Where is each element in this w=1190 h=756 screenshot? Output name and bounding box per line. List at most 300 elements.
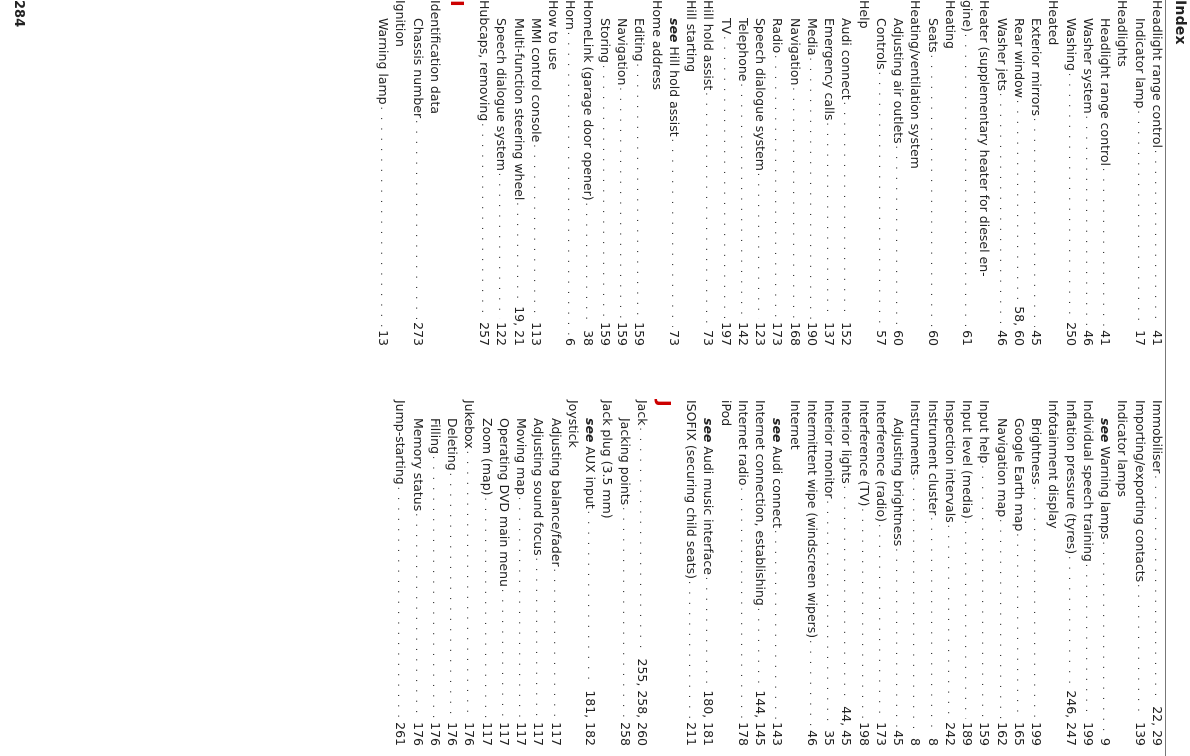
entry-text: Importing/exporting contacts	[1132, 400, 1148, 583]
index-entry	[631, 0, 648, 346]
entry-term	[907, 0, 924, 171]
section-letter-label: I	[446, 0, 467, 7]
dot-leader	[666, 139, 683, 327]
entry-term	[1097, 0, 1114, 168]
entry-term	[597, 0, 614, 65]
entry-page-ref[interactable]: 168	[787, 322, 803, 346]
entry-text: Operating DVD main menu	[497, 418, 512, 587]
entry-term	[580, 0, 597, 203]
index-entry	[375, 0, 392, 346]
index-entry	[511, 0, 528, 346]
dot-leader	[1097, 542, 1114, 736]
dot-leader	[856, 508, 873, 719]
index-entry	[410, 0, 427, 346]
dot-leader	[838, 486, 855, 703]
index-entry	[1011, 400, 1028, 746]
entry-text: TV	[718, 18, 734, 35]
entry-term	[410, 0, 427, 120]
entry-term	[634, 400, 651, 427]
dot-leader	[1011, 533, 1028, 719]
entry-term	[718, 400, 735, 428]
entry-term	[925, 400, 942, 517]
index-entry	[856, 0, 873, 346]
entry-term	[700, 400, 717, 577]
index-entry	[599, 400, 616, 746]
section-spacer	[468, 0, 476, 346]
entry-text: Seats	[925, 18, 941, 53]
entry-page-ref[interactable]: 13	[376, 330, 392, 346]
entry-term	[873, 0, 890, 72]
entry-text: Heating	[943, 0, 958, 49]
entry-text: Internet radio	[736, 400, 751, 486]
entry-page-ref[interactable]: 8	[925, 738, 941, 746]
index-entry	[735, 0, 752, 346]
dot-leader	[873, 524, 890, 719]
entry-page-ref[interactable]: 159	[977, 722, 993, 746]
entry-term	[1011, 400, 1028, 533]
entry-text: Jack plug (3.5 mm)	[600, 400, 616, 519]
entry-page-ref[interactable]: 117	[548, 722, 564, 746]
entry-term	[545, 0, 562, 72]
dot-leader	[873, 72, 890, 327]
entry-page-ref[interactable]: 46	[805, 730, 820, 746]
entry-term	[959, 400, 976, 521]
entry-term	[599, 400, 616, 521]
entry-text: Home address	[649, 0, 665, 90]
entry-page-ref[interactable]: 273	[410, 322, 426, 346]
index-entry	[410, 400, 427, 746]
entry-page-ref[interactable]: 180, 181	[701, 690, 717, 746]
entry-text: Jukebox	[462, 400, 478, 449]
entry-text: Headlight range control	[1098, 18, 1114, 167]
entry-page-ref[interactable]: 173	[770, 322, 786, 346]
entry-page-ref[interactable]: 190	[805, 322, 820, 346]
entry-page-ref[interactable]: 165	[1012, 722, 1027, 746]
entry-text: Adjusting air outlets	[891, 18, 907, 144]
entry-term	[496, 400, 513, 589]
entry-page-ref[interactable]: 246, 247	[1063, 690, 1079, 746]
dot-leader	[942, 525, 959, 719]
entry-page-ref[interactable]: 199	[1081, 722, 1096, 746]
index-entry	[565, 400, 582, 746]
entry-page-ref[interactable]: 46	[1081, 330, 1096, 346]
index-entry	[513, 400, 530, 746]
dot-leader	[634, 427, 651, 655]
index-entry	[907, 0, 924, 346]
entry-text: Interior lights	[839, 400, 855, 484]
entry-text: Input level (media)	[960, 400, 976, 519]
entry-text: Internet	[787, 400, 803, 450]
dot-leader	[959, 34, 976, 327]
entry-page-ref[interactable]: 250	[1063, 322, 1079, 346]
dot-leader	[461, 451, 478, 719]
index-entry	[873, 400, 890, 746]
entry-text: Horn	[563, 0, 579, 30]
entry-term	[942, 400, 959, 525]
entry-page-ref[interactable]: 159	[615, 322, 631, 346]
index-entry	[530, 400, 547, 746]
index-entry	[1028, 0, 1045, 346]
entry-page-ref[interactable]: 41	[1150, 330, 1165, 346]
entry-page-ref[interactable]: 143	[770, 722, 786, 746]
dot-leader	[1080, 116, 1097, 327]
entry-text: Inflation pressure (tyres)	[1063, 400, 1079, 555]
entry-page-ref[interactable]: 9	[1098, 738, 1114, 746]
index-entry	[994, 0, 1011, 346]
entry-page-ref[interactable]: 258	[617, 722, 633, 746]
entry-page-ref[interactable]: 139	[1132, 722, 1148, 746]
entry-term	[821, 400, 838, 500]
entry-term	[856, 0, 873, 31]
dot-leader	[476, 123, 493, 319]
index-entry	[752, 400, 769, 746]
entry-page-ref[interactable]: 60	[891, 330, 907, 346]
entry-term	[444, 400, 461, 473]
index-entry	[1114, 400, 1131, 746]
entry-page-ref[interactable]: 45	[1029, 330, 1045, 346]
index-entry	[582, 400, 599, 746]
entry-term	[787, 0, 804, 87]
entry-term	[873, 400, 890, 524]
entry-term	[1080, 0, 1097, 116]
entry-page-ref[interactable]: 176	[462, 722, 478, 746]
entry-page-ref[interactable]: 57	[874, 330, 889, 346]
entry-text: Speech dialogue system	[494, 18, 510, 171]
dot-leader	[493, 173, 510, 319]
index-entry	[1045, 400, 1062, 746]
entry-text: Hill hold assist	[701, 0, 717, 91]
entry-text: Warning lamp	[376, 18, 392, 105]
entry-text: Instruments	[908, 400, 924, 476]
dot-leader	[907, 477, 924, 735]
entry-text: HomeLink (garage door opener)	[580, 0, 596, 201]
index-entry	[548, 400, 565, 746]
entry-text: Washer jets	[994, 18, 1010, 92]
index-entry	[976, 400, 993, 746]
entry-term	[1063, 400, 1080, 556]
dot-leader	[513, 497, 530, 719]
entry-term	[1114, 400, 1131, 499]
index-entry	[959, 400, 976, 746]
entry-text: Heating/ventilation system	[908, 0, 924, 169]
entry-text: Editing	[632, 18, 648, 62]
entry-term	[614, 0, 631, 87]
index-entry	[856, 400, 873, 746]
entry-page-ref[interactable]: 142	[736, 322, 751, 346]
entry-text: gine)	[960, 0, 976, 32]
entry-term	[1028, 400, 1045, 487]
index-entry	[1132, 0, 1149, 346]
entry-page-ref[interactable]: 197	[718, 322, 734, 346]
entry-page-ref[interactable]: 35	[822, 730, 838, 746]
dot-leader	[1149, 475, 1166, 703]
dot-leader	[735, 83, 752, 319]
see-reference: see	[583, 418, 599, 443]
page-title: Index	[1172, 0, 1188, 45]
index-entry	[700, 400, 717, 746]
entry-text: Hill hold assist	[667, 42, 682, 137]
dot-leader	[752, 173, 769, 319]
entry-text: Emergency calls	[822, 18, 838, 121]
entry-term	[631, 0, 648, 64]
entry-text: Immobiliser	[1150, 400, 1165, 474]
entry-term	[804, 400, 821, 640]
entry-text: Multi-function steering wheel	[511, 18, 527, 201]
entry-term	[976, 0, 993, 279]
entry-term	[856, 400, 873, 508]
entry-term	[804, 0, 821, 58]
entry-text: Washing	[1063, 18, 1079, 71]
index-entry	[683, 0, 700, 346]
dot-leader	[718, 36, 735, 319]
dot-leader	[1132, 584, 1149, 719]
entry-text: Adjusting sound focus	[531, 418, 547, 556]
entry-term	[994, 400, 1011, 519]
entry-text: Moving map	[514, 418, 530, 495]
index-column-left	[375, 0, 1166, 346]
section-letter	[444, 0, 468, 346]
index-entry	[528, 0, 545, 346]
entry-page-ref[interactable]: 46	[994, 330, 1010, 346]
entry-page-ref[interactable]: 198	[856, 722, 872, 746]
entry-term	[700, 0, 717, 92]
entry-page-ref[interactable]: 255, 258, 260	[635, 658, 650, 746]
dot-leader	[752, 608, 769, 687]
entry-text: Audi connect	[839, 18, 855, 100]
entry-term	[427, 400, 444, 456]
index-entry	[1149, 400, 1166, 746]
entry-page-ref[interactable]: 159	[632, 322, 648, 346]
index-entry	[821, 400, 838, 746]
entry-text: Headlights	[1115, 0, 1131, 67]
entry-term	[1080, 400, 1097, 564]
entry-page-ref[interactable]: 152	[839, 322, 855, 346]
entry-page-ref[interactable]: 117	[479, 722, 495, 746]
dot-leader	[994, 93, 1011, 327]
entry-page-ref[interactable]: 60	[925, 330, 941, 346]
index-entry	[617, 400, 634, 746]
entry-text: Interference (radio)	[874, 400, 889, 523]
index-entry	[787, 0, 804, 346]
index-entry	[735, 400, 752, 746]
index-entry	[614, 0, 631, 346]
dot-leader	[479, 498, 496, 720]
index-entry	[666, 0, 683, 346]
entry-term	[1045, 0, 1062, 47]
entry-term	[683, 0, 700, 74]
entry-term	[821, 0, 838, 122]
entry-term	[838, 400, 855, 486]
entry-page-ref[interactable]: 123	[753, 322, 769, 346]
entry-term	[479, 400, 496, 498]
entry-term	[617, 400, 634, 507]
entry-page-ref[interactable]: 122	[494, 322, 510, 346]
entry-text: Input help	[977, 400, 993, 464]
entry-term	[1132, 0, 1149, 110]
entry-term	[513, 400, 530, 497]
entry-term	[1028, 0, 1045, 118]
entry-term	[890, 0, 907, 146]
entry-page-ref[interactable]: 38	[580, 330, 596, 346]
dot-leader	[530, 558, 547, 719]
entry-page-ref[interactable]: 211	[684, 722, 700, 746]
entry-text: Indicator lamps	[1115, 400, 1131, 497]
entry-term	[752, 400, 769, 608]
entry-page-ref[interactable]: 159	[598, 322, 613, 346]
index-entry	[597, 0, 614, 346]
index-entry	[752, 0, 769, 346]
dot-leader	[375, 107, 392, 327]
entry-term	[427, 0, 444, 116]
index-entry	[1149, 0, 1166, 346]
entry-page-ref[interactable]: 189	[960, 722, 976, 746]
entry-page-ref[interactable]: 17	[1132, 330, 1148, 346]
index-entry	[562, 0, 579, 346]
entry-page-ref[interactable]: 176	[410, 722, 426, 746]
dot-leader	[528, 144, 545, 319]
entry-text: Heater (supplementary heater for diesel en-	[977, 0, 993, 277]
entry-text: Indicator lamp	[1132, 18, 1148, 109]
dot-leader	[582, 511, 599, 688]
index-entry	[890, 0, 907, 346]
entry-text: Radio	[770, 18, 786, 54]
entry-page-ref[interactable]: 73	[701, 330, 717, 346]
see-reference: see	[770, 418, 786, 443]
see-reference: see	[701, 418, 717, 443]
entry-text: Help	[856, 0, 872, 29]
entry-page-ref[interactable]: 117	[497, 722, 512, 746]
entry-page-ref[interactable]: 73	[667, 330, 682, 346]
index-entry	[392, 400, 409, 746]
entry-page-ref[interactable]: 176	[445, 722, 461, 746]
entry-page-ref[interactable]: 117	[514, 722, 530, 746]
index-entry	[427, 0, 444, 346]
entry-text: Jump-starting	[393, 400, 409, 485]
entry-term	[666, 0, 683, 139]
entry-term	[582, 400, 599, 511]
dot-leader	[959, 521, 976, 719]
index-entry	[1045, 0, 1062, 346]
entry-term	[493, 0, 510, 173]
dot-leader	[735, 487, 752, 719]
entry-text: Media	[805, 18, 820, 56]
entry-text: Telephone	[736, 18, 751, 82]
index-entry	[427, 400, 444, 746]
entry-term	[976, 400, 993, 465]
dot-leader	[804, 58, 821, 320]
dot-leader	[496, 589, 513, 719]
entry-page-ref[interactable]: 19, 21	[511, 306, 527, 346]
entry-text: Filling	[428, 418, 443, 455]
entry-term	[735, 0, 752, 83]
dot-leader	[410, 513, 427, 719]
entry-term	[375, 0, 392, 107]
index-entry	[959, 0, 976, 346]
entry-term	[476, 0, 493, 123]
index-entry	[718, 400, 735, 746]
entry-page-ref[interactable]: 137	[822, 322, 838, 346]
entry-term	[735, 400, 752, 487]
dot-leader	[427, 456, 444, 719]
entry-text: Intermittent wipe (windscreen wipers)	[805, 400, 820, 639]
index-entry	[838, 400, 855, 746]
index-entry	[1063, 0, 1080, 346]
entry-text: Google Earth map	[1012, 418, 1027, 532]
entry-term	[838, 0, 855, 102]
dot-leader	[804, 640, 821, 727]
dot-leader	[700, 92, 717, 327]
entry-page-ref[interactable]: 45	[891, 730, 907, 746]
index-entry	[925, 400, 942, 746]
entry-text: Internet connection, establishing	[753, 400, 769, 606]
entry-page-ref[interactable]: 242	[943, 722, 958, 746]
entry-text: Controls	[874, 18, 889, 70]
index-entry	[1132, 400, 1149, 746]
index-entry	[392, 0, 409, 346]
entry-page-ref[interactable]: 8	[908, 738, 924, 746]
entry-page-ref[interactable]: 117	[531, 722, 547, 746]
entry-page-ref[interactable]: 6	[563, 338, 579, 346]
entry-page-ref[interactable]: 257	[477, 322, 493, 346]
section-letter	[651, 400, 675, 746]
dot-leader	[580, 203, 597, 327]
entry-text: Infotainment display	[1046, 400, 1062, 529]
entry-page-ref[interactable]: 144, 145	[753, 690, 769, 746]
entry-page-ref[interactable]: 173	[874, 722, 889, 746]
entry-page-ref[interactable]: 178	[736, 722, 751, 746]
entry-page-ref[interactable]: 61	[960, 330, 976, 346]
entry-term	[1063, 0, 1080, 73]
entry-text: Navigation	[787, 18, 803, 86]
entry-page-ref[interactable]: 58, 60	[1012, 306, 1027, 346]
entry-term	[942, 0, 959, 51]
entry-term	[925, 0, 942, 55]
dot-leader	[1097, 168, 1114, 327]
index-entry	[476, 0, 493, 346]
entry-term	[718, 0, 735, 36]
entry-term	[1149, 400, 1166, 475]
entry-text: Exterior mirrors	[1029, 18, 1045, 116]
dot-leader	[1011, 100, 1028, 303]
entry-page-ref[interactable]: 181, 182	[583, 690, 599, 746]
entry-page-ref[interactable]: 176	[428, 722, 443, 746]
entry-page-ref[interactable]: 22, 29	[1150, 706, 1165, 746]
entry-text: Memory status	[410, 418, 426, 512]
entry-page-ref[interactable]: 199	[1029, 722, 1045, 746]
index-entry	[942, 400, 959, 746]
entry-page-ref[interactable]: 44, 45	[839, 706, 855, 746]
index-entry	[496, 400, 513, 746]
entry-page-ref[interactable]: 261	[393, 722, 409, 746]
entry-page-ref[interactable]: 162	[994, 722, 1010, 746]
entry-text: Storing	[598, 18, 613, 63]
entry-term	[548, 400, 565, 569]
entry-text: AUX input	[583, 442, 599, 509]
entry-text: Hubcaps, removing	[477, 0, 493, 122]
entry-term	[907, 400, 924, 477]
entry-term	[530, 400, 547, 558]
entry-text: Inspection intervals	[943, 400, 958, 523]
index-entry	[890, 400, 907, 746]
entry-page-ref[interactable]: 113	[529, 322, 544, 346]
entry-text: Ignition	[393, 0, 409, 47]
entry-page-ref[interactable]: 41	[1098, 330, 1114, 346]
entry-term	[769, 400, 786, 530]
index-entry	[769, 0, 786, 346]
index-entry	[942, 0, 959, 346]
entry-text: Navigation map	[994, 418, 1010, 518]
dot-leader	[614, 87, 631, 319]
